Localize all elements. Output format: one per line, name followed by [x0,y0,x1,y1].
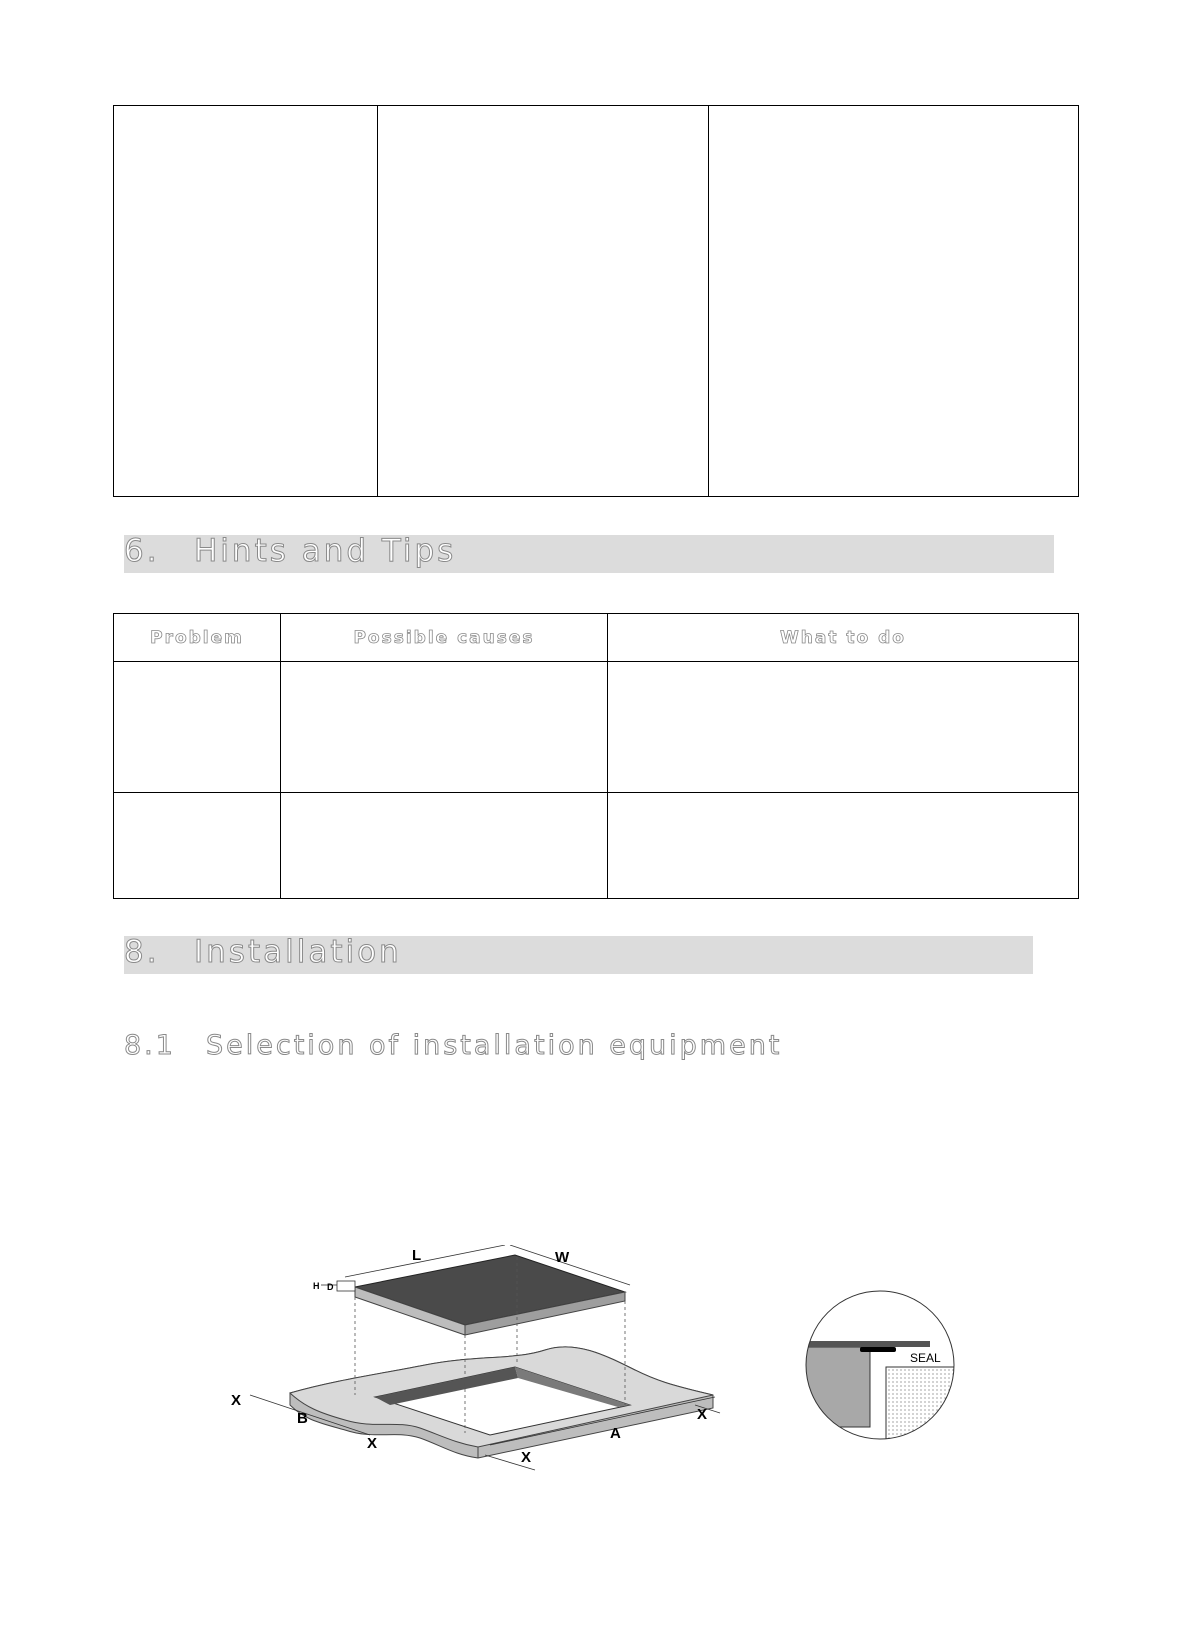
seal-detail [800,1285,960,1445]
label-b: B [297,1410,308,1427]
hints-table [113,613,1079,899]
previous-table-cell [114,106,378,497]
label-d: D [327,1282,334,1292]
seal-strip [860,1347,896,1352]
table-cell [608,662,1079,793]
header-problem: Problem [114,614,281,662]
section-6-heading [124,535,1054,573]
section-8-1-number: 8.1 [124,1030,176,1061]
label-x-left: X [231,1392,242,1409]
label-x-bottom-left: X [367,1435,378,1452]
hob-glass [355,1255,625,1325]
section-8-heading [124,936,1033,974]
section-8-title: Installation [194,934,402,970]
label-a: A [610,1425,621,1442]
table-cell [608,793,1079,899]
label-x-bottom: X [521,1449,532,1466]
label-x-right: X [697,1406,708,1423]
label-h: H [313,1281,320,1291]
table-row [114,793,1079,899]
header-what-to-do: What to do [608,614,1079,662]
label-w: W [555,1249,570,1266]
table-cell [114,793,281,899]
section-8-number: 8. [124,934,160,970]
cutout-diagram [225,1245,765,1485]
previous-table-cell [709,106,1079,497]
section-6-title: Hints and Tips [194,533,457,569]
hints-table-header-row [114,614,1079,662]
section-8-1-title: Selection of installation equipment [206,1030,783,1061]
worktop-section [800,1347,870,1427]
label-l: L [412,1247,422,1264]
cabinet-section [886,1367,960,1445]
table-cell [114,662,281,793]
table-cell [281,662,608,793]
section-6-number: 6. [124,533,160,569]
previous-table [113,105,1079,497]
previous-table-cell [378,106,709,497]
table-cell [281,793,608,899]
table-row [114,662,1079,793]
seal-label: SEAL [910,1351,941,1365]
glass-edge [800,1341,930,1347]
header-possible-causes: Possible causes [281,614,608,662]
